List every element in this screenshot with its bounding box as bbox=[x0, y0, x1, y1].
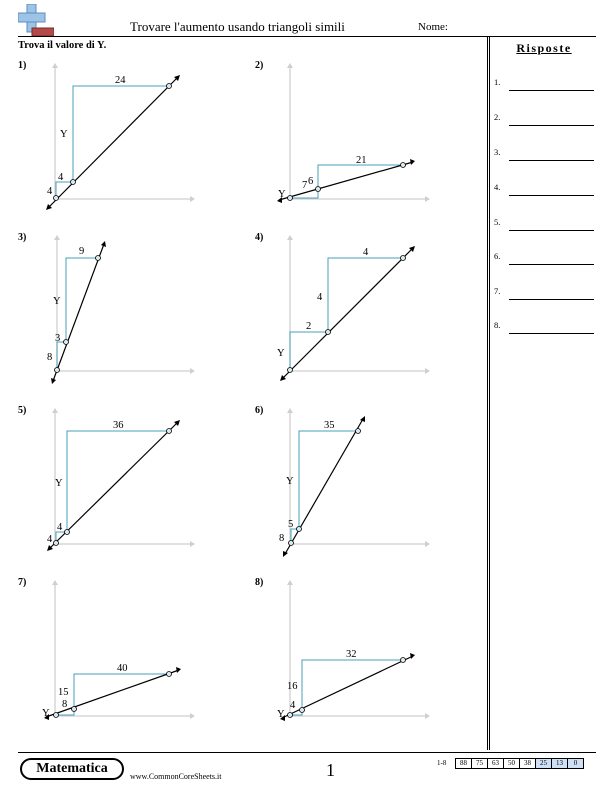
answer-line-4[interactable] bbox=[494, 182, 594, 196]
answer-line-2[interactable] bbox=[494, 112, 594, 126]
brand-label: Matematica bbox=[22, 760, 122, 778]
answer-number: 3. bbox=[494, 147, 501, 157]
answer-line-8[interactable] bbox=[494, 320, 594, 334]
similar-triangles-diagram bbox=[18, 60, 218, 220]
problem-number: 4) bbox=[255, 232, 264, 243]
label-top-width: 32 bbox=[346, 649, 357, 660]
logo-plus-icon bbox=[18, 4, 54, 38]
label-top-width: 36 bbox=[113, 420, 124, 431]
label-bottom-height: 4 bbox=[47, 186, 53, 197]
problem-6 bbox=[255, 405, 455, 565]
label-bottom-width: 4 bbox=[290, 700, 296, 711]
label-top-width: 21 bbox=[356, 155, 367, 166]
score-cell: 38 bbox=[520, 759, 536, 769]
problem-5 bbox=[18, 405, 218, 565]
label-bottom-height: Y bbox=[277, 709, 285, 720]
answer-line-1[interactable] bbox=[494, 77, 594, 91]
label-bottom-width: 8 bbox=[62, 699, 68, 710]
score-cell: 63 bbox=[488, 759, 504, 769]
score-cell: 0 bbox=[568, 759, 584, 769]
answer-number: 1. bbox=[494, 77, 501, 87]
similar-triangles-diagram bbox=[255, 405, 455, 565]
label-bottom-height: 8 bbox=[279, 533, 285, 544]
label-bottom-width: 5 bbox=[288, 519, 294, 530]
problem-2 bbox=[255, 60, 455, 220]
label-bottom-height: 4 bbox=[47, 534, 53, 545]
similar-triangles-diagram bbox=[18, 405, 218, 565]
similar-triangles-diagram bbox=[255, 577, 455, 737]
label-bottom-height: 8 bbox=[47, 352, 53, 363]
answer-line-6[interactable] bbox=[494, 251, 594, 265]
problem-4 bbox=[255, 232, 455, 392]
label-bottom-width: 4 bbox=[58, 172, 64, 183]
label-top-height: 4 bbox=[317, 292, 323, 303]
label-top-height: 16 bbox=[287, 681, 298, 692]
problem-8 bbox=[255, 577, 455, 737]
problem-number: 8) bbox=[255, 577, 264, 588]
label-top-width: 9 bbox=[79, 246, 85, 257]
problem-number: 7) bbox=[18, 577, 27, 588]
answer-number: 5. bbox=[494, 217, 501, 227]
problem-number: 2) bbox=[255, 60, 264, 71]
answer-column-divider bbox=[487, 37, 490, 750]
header-rule bbox=[18, 36, 596, 37]
answer-number: 8. bbox=[494, 320, 501, 330]
page-number: 1 bbox=[326, 760, 335, 780]
footer-rule bbox=[18, 752, 596, 753]
similar-triangles-diagram bbox=[255, 60, 455, 220]
brand-badge bbox=[20, 758, 124, 780]
problem-3 bbox=[18, 232, 218, 392]
score-cell: 25 bbox=[536, 759, 552, 769]
similar-triangles-diagram bbox=[255, 232, 455, 392]
problem-7 bbox=[18, 577, 218, 737]
answer-line-7[interactable] bbox=[494, 286, 594, 300]
label-bottom-width: 3 bbox=[55, 333, 61, 344]
problem-number: 5) bbox=[18, 405, 27, 416]
label-bottom-width: 4 bbox=[57, 522, 63, 533]
label-bottom-width: 2 bbox=[306, 321, 312, 332]
label-top-width: 24 bbox=[115, 75, 126, 86]
label-top-width: 40 bbox=[117, 663, 128, 674]
label-top-height: Y bbox=[60, 129, 68, 140]
site-url[interactable]: www.CommonCoreSheets.it bbox=[130, 772, 222, 781]
label-top-width: 35 bbox=[324, 420, 335, 431]
label-top-height: 6 bbox=[308, 176, 314, 187]
label-top-height: Y bbox=[55, 478, 63, 489]
score-cell: 75 bbox=[472, 759, 488, 769]
label-bottom-height: Y bbox=[278, 189, 286, 200]
similar-triangles-diagram bbox=[18, 577, 218, 737]
label-top-width: 4 bbox=[363, 247, 369, 258]
score-range-label: 1-8 bbox=[437, 759, 447, 767]
problem-number: 3) bbox=[18, 232, 27, 243]
score-table bbox=[455, 758, 584, 769]
name-field-label: Nome: bbox=[418, 21, 448, 33]
problem-1 bbox=[18, 60, 218, 220]
problem-number: 6) bbox=[255, 405, 264, 416]
label-bottom-height: Y bbox=[42, 708, 50, 719]
answer-number: 6. bbox=[494, 251, 501, 261]
similar-triangles-diagram bbox=[18, 232, 218, 392]
problem-number: 1) bbox=[18, 60, 27, 71]
label-bottom-height: Y bbox=[277, 348, 285, 359]
score-cell: 88 bbox=[456, 759, 472, 769]
answer-number: 4. bbox=[494, 182, 501, 192]
answer-line-5[interactable] bbox=[494, 217, 594, 231]
label-top-height: 15 bbox=[58, 687, 69, 698]
label-top-height: Y bbox=[286, 476, 294, 487]
answer-number: 7. bbox=[494, 286, 501, 296]
instruction-text: Trova il valore di Y. bbox=[18, 40, 107, 51]
answer-number: 2. bbox=[494, 112, 501, 122]
score-cell: 13 bbox=[552, 759, 568, 769]
label-bottom-width: 7 bbox=[302, 180, 308, 191]
score-cell: 50 bbox=[504, 759, 520, 769]
answers-title: Risposte bbox=[516, 41, 572, 55]
worksheet-title: Trovare l'aumento usando triangoli simili bbox=[130, 19, 345, 34]
label-top-height: Y bbox=[53, 296, 61, 307]
answer-line-3[interactable] bbox=[494, 147, 594, 161]
